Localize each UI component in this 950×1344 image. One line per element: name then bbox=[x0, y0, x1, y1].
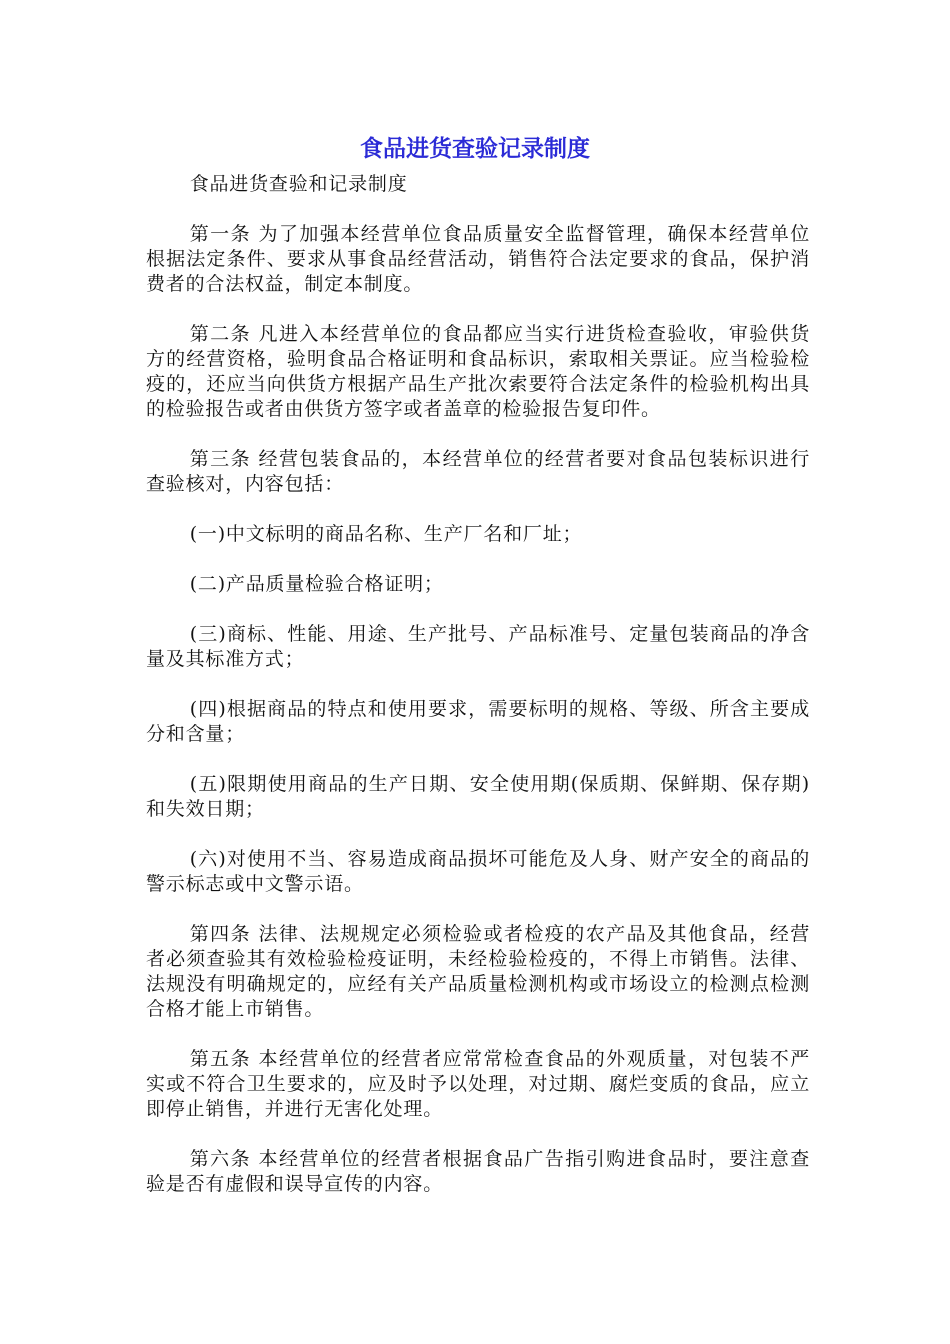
article-6-paragraph: 第六条 本经营单位的经营者根据食品广告指引购进食品时，要注意查验是否有虚假和误导宣传的内容。 bbox=[146, 1148, 810, 1195]
article-5-paragraph: 第五条 本经营单位的经营者应常常检查食品的外观质量，对包装不严实或不符合卫生要求的，应及时予以处理，对过期、腐烂变质的食品，应立即停止销售，并进行无害化处理。 bbox=[146, 1048, 810, 1120]
document-body bbox=[146, 172, 810, 1197]
article-2-paragraph: 第二条 凡进入本经营单位的食品都应当实行进货检查验收，审验供货方的经营资格，验明食品合格证明和食品标识，索取相关票证。应当检验检疫的，还应当向供货方根据产品生产批次索要符合法定条件的检验机构出具的检验报告或者由供货方签字或者盖章的检验报告复印件。 bbox=[146, 323, 810, 420]
article-3-paragraph: 第三条 经营包装食品的，本经营单位的经营者要对食品包装标识进行查验核对，内容包括： bbox=[146, 448, 810, 495]
subtitle-paragraph: 食品进货查验和记录制度 bbox=[189, 173, 408, 195]
article-4-paragraph: 第四条 法律、法规规定必须检验或者检疫的农产品及其他食品，经营者必须查验其有效检验检疫证明，未经检验检疫的，不得上市销售。法律、法规没有明确规定的，应经有关产品质量检测机构或市场设立的检测点检测合格才能上市销售。 bbox=[146, 923, 810, 1020]
document-title: 食品进货查验记录制度 bbox=[360, 136, 590, 162]
item-1-paragraph: (一)中文标明的商品名称、生产厂名和厂址； bbox=[189, 523, 583, 545]
item-5-paragraph: (五)限期使用商品的生产日期、安全使用期(保质期、保鲜期、保存期)和失效日期； bbox=[146, 773, 810, 820]
article-1-paragraph: 第一条 为了加强本经营单位食品质量安全监督管理，确保本经营单位根据法定条件、要求从事食品经营活动，销售符合法定要求的食品，保护消费者的合法权益，制定本制度。 bbox=[146, 223, 810, 295]
item-4-paragraph: (四)根据商品的特点和使用要求，需要标明的规格、等级、所含主要成分和含量； bbox=[146, 698, 810, 745]
item-6-paragraph: (六)对使用不当、容易造成商品损坏可能危及人身、财产安全的商品的警示标志或中文警示语。 bbox=[146, 848, 810, 895]
item-2-paragraph: (二)产品质量检验合格证明； bbox=[189, 573, 444, 595]
item-3-paragraph: (三)商标、性能、用途、生产批号、产品标准号、定量包装商品的净含量及其标准方式； bbox=[146, 623, 810, 670]
